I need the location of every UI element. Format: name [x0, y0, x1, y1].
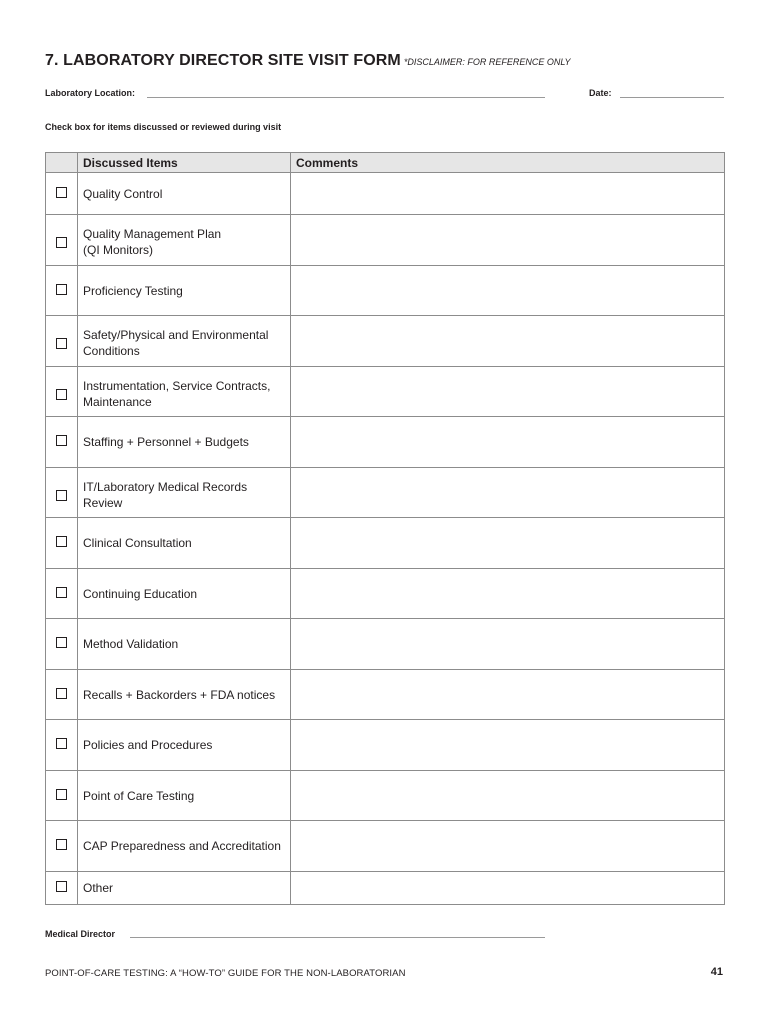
- checkbox-cell: [46, 316, 78, 367]
- checkbox[interactable]: [56, 688, 67, 699]
- page-title: 7. LABORATORY DIRECTOR SITE VISIT FORM: [45, 52, 401, 69]
- item-label: Point of Care Testing: [83, 788, 195, 803]
- item-label: Policies and Procedures: [83, 738, 213, 752]
- date-field[interactable]: [620, 97, 724, 98]
- comments-cell[interactable]: [291, 872, 725, 905]
- table-row: [46, 367, 725, 417]
- item-cell: [78, 771, 291, 821]
- checkbox-cell: [46, 266, 78, 316]
- checkbox-cell: [46, 872, 78, 905]
- item-cell: [78, 367, 291, 417]
- checkbox-cell: [46, 619, 78, 670]
- table-row: [46, 569, 725, 619]
- checkbox-cell: [46, 569, 78, 619]
- table-row: [46, 670, 725, 720]
- medical-director-label: Medical Director: [45, 929, 116, 939]
- item-cell: [78, 569, 291, 619]
- item-cell: [78, 173, 291, 215]
- item-label: Recalls + Backorders + FDA notices: [83, 687, 276, 702]
- comments-cell[interactable]: [291, 720, 725, 771]
- item-label: Staffing + Personnel + Budgets: [83, 435, 249, 449]
- item-label: Clinical Consultation: [83, 536, 192, 550]
- item-cell: [78, 266, 291, 316]
- item-label: Other: [83, 881, 114, 895]
- item-label: Instrumentation, Service Contracts,: [83, 379, 271, 393]
- comments-cell[interactable]: [291, 417, 725, 468]
- item-label: Method Validation: [83, 637, 179, 651]
- table-row: [46, 316, 725, 367]
- item-label: Proficiency Testing: [83, 283, 183, 298]
- table-row: [46, 518, 725, 569]
- checkbox-cell: [46, 670, 78, 720]
- item-cell: [78, 670, 291, 720]
- item-label: Quality Management Plan: [83, 227, 222, 241]
- checkbox[interactable]: [56, 587, 67, 598]
- medical-director-signature-field[interactable]: [130, 937, 545, 938]
- checkbox[interactable]: [56, 789, 67, 800]
- item-label: IT/Laboratory Medical Records: [83, 480, 248, 494]
- checkbox[interactable]: [56, 338, 67, 349]
- checkbox-cell: [46, 771, 78, 821]
- disclaimer-text: *DISCLAIMER: FOR REFERENCE ONLY: [403, 57, 571, 67]
- item-cell: [78, 619, 291, 670]
- comments-cell[interactable]: [291, 518, 725, 569]
- item-cell: [78, 872, 291, 905]
- comments-cell[interactable]: [291, 670, 725, 720]
- checkbox[interactable]: [56, 490, 67, 501]
- table-row: [46, 619, 725, 670]
- comments-cell[interactable]: [291, 468, 725, 518]
- table-row: [46, 821, 725, 872]
- table-row: [46, 215, 725, 266]
- comments-cell[interactable]: [291, 266, 725, 316]
- checkbox[interactable]: [56, 738, 67, 749]
- comments-cell[interactable]: [291, 316, 725, 367]
- checkbox[interactable]: [56, 881, 67, 892]
- instructions-text: Check box for items discussed or reviewed during visit: [45, 122, 282, 132]
- comments-header: Comments: [291, 153, 725, 173]
- table-row: [46, 872, 725, 905]
- checkbox-cell: [46, 720, 78, 771]
- discussed-items-table: [45, 152, 725, 905]
- item-label: Quality Control: [83, 186, 163, 201]
- comments-cell[interactable]: [291, 173, 725, 215]
- item-label: CAP Preparedness and Accreditation: [83, 839, 281, 853]
- table-row: [46, 417, 725, 468]
- footer-text: POINT-OF-CARE TESTING: A “HOW-TO” GUIDE FOR THE NON-LABORATORIAN: [45, 968, 406, 979]
- comments-cell[interactable]: [291, 619, 725, 670]
- checkbox[interactable]: [56, 284, 67, 295]
- table-row: [46, 771, 725, 821]
- item-cell: [78, 720, 291, 771]
- table-row: [46, 173, 725, 215]
- checkbox[interactable]: [56, 839, 67, 850]
- item-cell: [78, 518, 291, 569]
- checkbox-cell: [46, 367, 78, 417]
- comments-cell[interactable]: [291, 569, 725, 619]
- checkbox-column-header: [46, 153, 78, 173]
- laboratory-location-label: Laboratory Location:: [45, 88, 136, 98]
- checkbox[interactable]: [56, 435, 67, 446]
- checkbox-cell: [46, 821, 78, 872]
- discussed-items-header: Discussed Items: [78, 153, 291, 173]
- item-label: Safety/Physical and Environmental: [83, 328, 269, 342]
- table-row: [46, 266, 725, 316]
- table-header-row: [46, 153, 725, 173]
- date-label: Date:: [589, 88, 612, 98]
- checkbox[interactable]: [56, 637, 67, 648]
- comments-cell[interactable]: [291, 215, 725, 266]
- checkbox[interactable]: [56, 536, 67, 547]
- checkbox-cell: [46, 173, 78, 215]
- comments-cell[interactable]: [291, 821, 725, 872]
- item-label-line2: Review: [83, 496, 123, 510]
- table-row: [46, 720, 725, 771]
- item-cell: [78, 821, 291, 872]
- item-cell: [78, 316, 291, 367]
- checkbox[interactable]: [56, 187, 67, 198]
- checkbox-cell: [46, 215, 78, 266]
- item-label-line2: Maintenance: [83, 395, 152, 409]
- checkbox[interactable]: [56, 389, 67, 400]
- comments-cell[interactable]: [291, 367, 725, 417]
- checkbox-cell: [46, 468, 78, 518]
- laboratory-location-field[interactable]: [147, 97, 545, 98]
- page-number: 41: [710, 966, 723, 978]
- item-label: Continuing Education: [83, 586, 198, 601]
- item-cell: [78, 215, 291, 266]
- item-cell: [78, 468, 291, 518]
- table-row: [46, 468, 725, 518]
- comments-cell[interactable]: [291, 771, 725, 821]
- item-cell: [78, 417, 291, 468]
- checkbox-cell: [46, 518, 78, 569]
- form-title: [45, 52, 571, 70]
- checkbox[interactable]: [56, 237, 67, 248]
- checkbox-cell: [46, 417, 78, 468]
- item-label-line2: (QI Monitors): [83, 243, 154, 257]
- item-label-line2: Conditions: [83, 344, 140, 358]
